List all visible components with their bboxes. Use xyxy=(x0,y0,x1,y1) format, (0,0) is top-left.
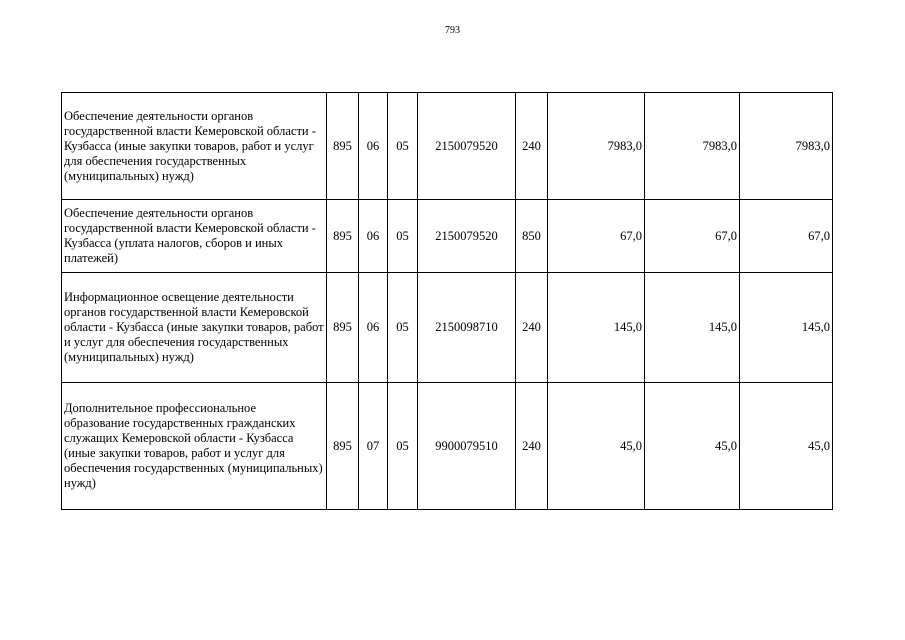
row-description: Информационное освещение деятельности органов государственной власти Кемеровской области - Кузбасса (иные закупки товаров, работ и услуг для обеспечения государственных (муниципальных) нужд) xyxy=(62,273,327,383)
subsection-code: 05 xyxy=(388,93,418,200)
row-description: Дополнительное профессиональное образование государственных гражданских служащих Кемеровской области - Кузбасса (иные закупки товаров, работ и услуг для обеспечения государственных (муниципальных) нужд) xyxy=(62,383,327,510)
section-code: 06 xyxy=(359,93,388,200)
target-article-code: 2150079520 xyxy=(418,200,516,273)
amount-1: 67,0 xyxy=(548,200,645,273)
ministry-code: 895 xyxy=(327,383,359,510)
ministry-code: 895 xyxy=(327,200,359,273)
subsection-code: 05 xyxy=(388,273,418,383)
section-code: 06 xyxy=(359,273,388,383)
amount-2: 67,0 xyxy=(645,200,740,273)
target-article-code: 2150079520 xyxy=(418,93,516,200)
target-article-code: 2150098710 xyxy=(418,273,516,383)
expense-type-code: 240 xyxy=(516,383,548,510)
budget-table xyxy=(61,92,833,510)
row-description: Обеспечение деятельности органов государственной власти Кемеровской области - Кузбасса (уплата налогов, сборов и иных платежей) xyxy=(62,200,327,273)
amount-3: 7983,0 xyxy=(740,93,833,200)
section-code: 07 xyxy=(359,383,388,510)
table-row xyxy=(62,383,833,510)
table-row xyxy=(62,200,833,273)
table-row xyxy=(62,93,833,200)
row-description: Обеспечение деятельности органов государственной власти Кемеровской области - Кузбасса (иные закупки товаров, работ и услуг для обеспечения государственных (муниципальных) нужд) xyxy=(62,93,327,200)
amount-2: 7983,0 xyxy=(645,93,740,200)
amount-3: 145,0 xyxy=(740,273,833,383)
page-number: 793 xyxy=(445,25,460,36)
amount-1: 7983,0 xyxy=(548,93,645,200)
amount-1: 45,0 xyxy=(548,383,645,510)
expense-type-code: 240 xyxy=(516,93,548,200)
amount-3: 45,0 xyxy=(740,383,833,510)
amount-1: 145,0 xyxy=(548,273,645,383)
table-row xyxy=(62,273,833,383)
amount-3: 67,0 xyxy=(740,200,833,273)
expense-type-code: 850 xyxy=(516,200,548,273)
subsection-code: 05 xyxy=(388,383,418,510)
amount-2: 145,0 xyxy=(645,273,740,383)
subsection-code: 05 xyxy=(388,200,418,273)
expense-type-code: 240 xyxy=(516,273,548,383)
ministry-code: 895 xyxy=(327,273,359,383)
amount-2: 45,0 xyxy=(645,383,740,510)
target-article-code: 9900079510 xyxy=(418,383,516,510)
section-code: 06 xyxy=(359,200,388,273)
ministry-code: 895 xyxy=(327,93,359,200)
